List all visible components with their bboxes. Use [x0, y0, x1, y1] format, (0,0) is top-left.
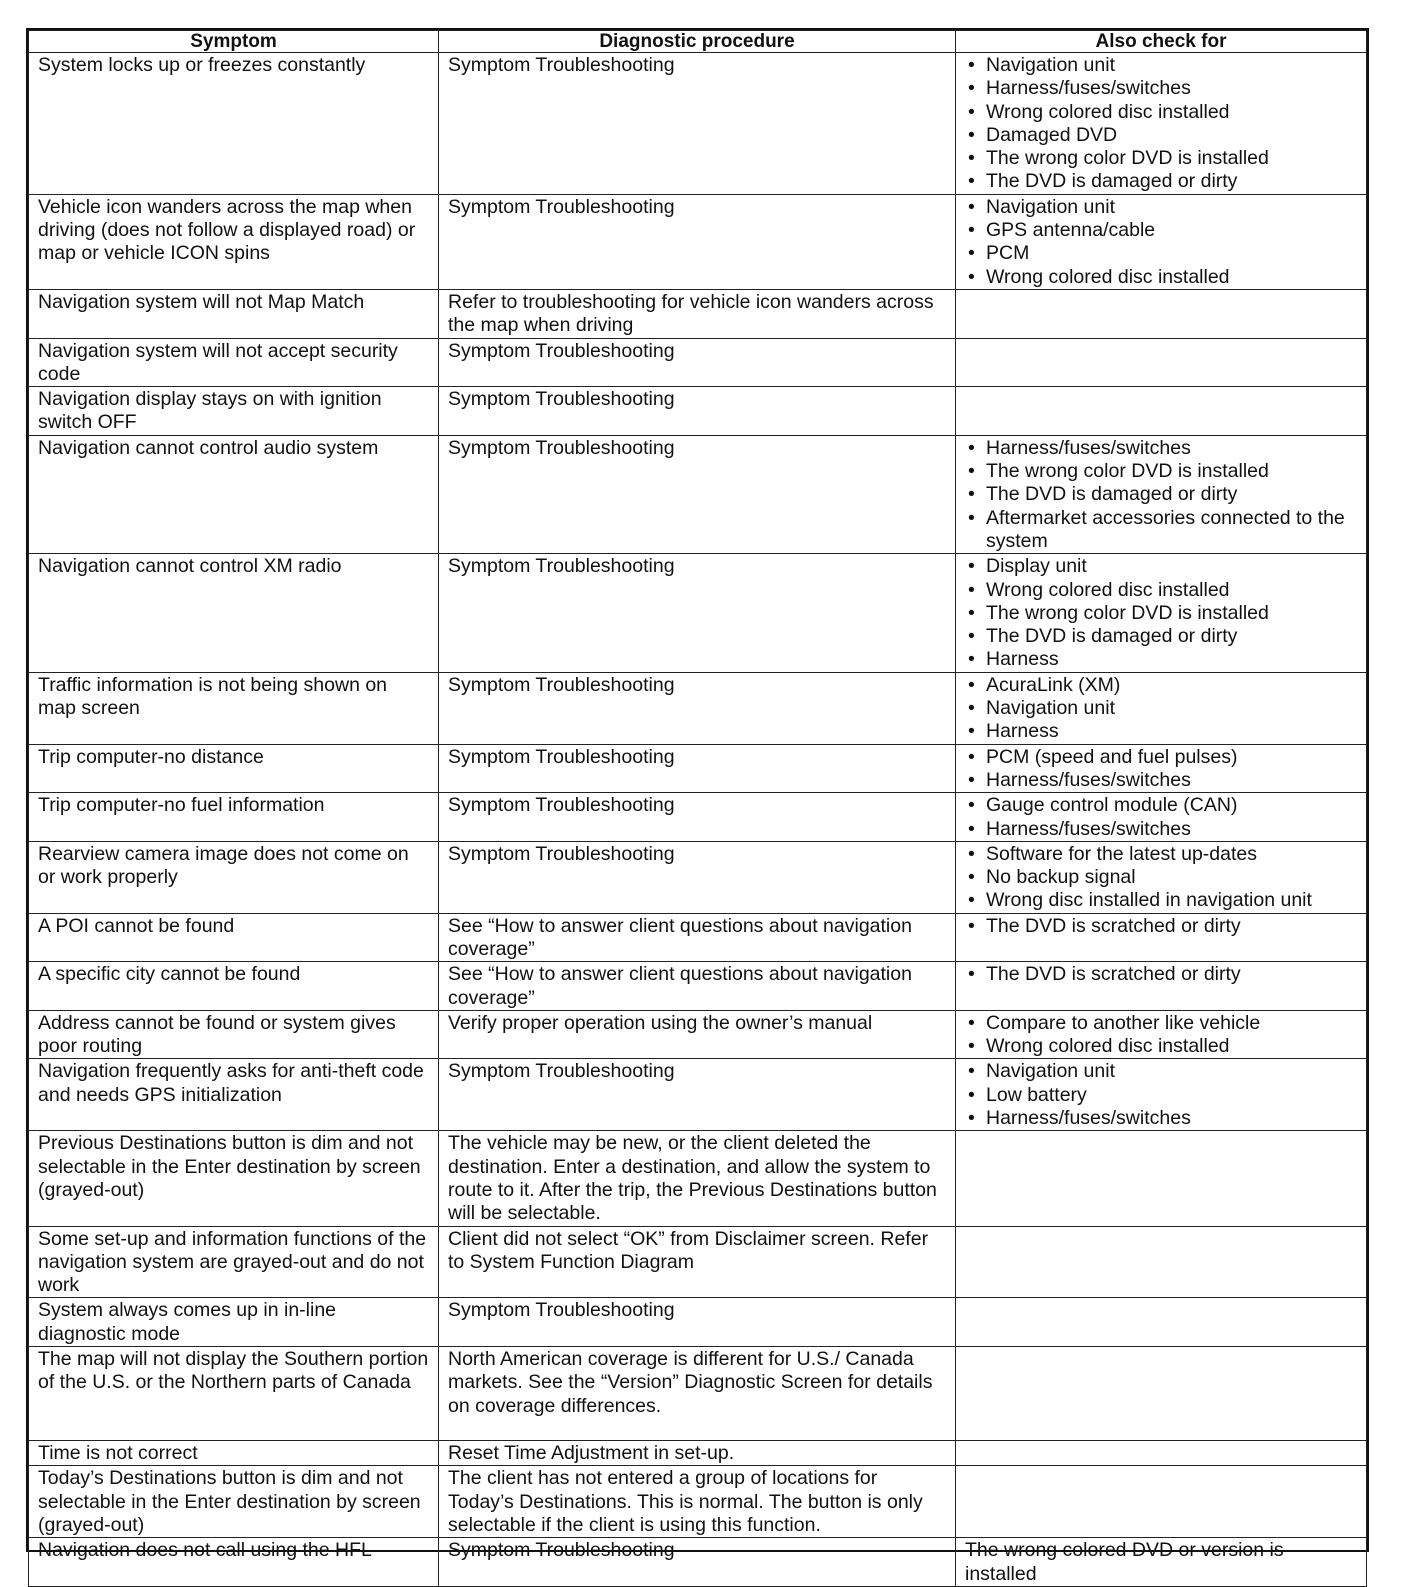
procedure-cell: Symptom Troubleshooting	[439, 435, 956, 553]
procedure-cell: Client did not select “OK” from Disclaimer screen. Refer to System Function Diagram	[439, 1226, 956, 1298]
symptom-cell: Vehicle icon wanders across the map when driving (does not follow a displayed road) or map or vehicle ICON spins	[29, 194, 439, 289]
symptom-cell: Navigation system will not accept security code	[29, 338, 439, 387]
check-list	[965, 746, 1357, 793]
procedure-cell: Symptom Troubleshooting	[439, 841, 956, 913]
table-row	[29, 194, 1367, 289]
table-row	[29, 913, 1367, 962]
also-check-cell	[956, 53, 1367, 195]
symptom-header: Symptom	[29, 31, 439, 53]
check-item: • Wrong disc installed in navigation unit	[965, 889, 1357, 912]
also-check-cell	[956, 841, 1367, 913]
symptom-cell: Trip computer-no distance	[29, 744, 439, 793]
check-item: • The DVD is damaged or dirty	[965, 625, 1357, 648]
check-item: • Harness/fuses/switches	[965, 769, 1357, 792]
table-row	[29, 744, 1367, 793]
check-item: • Wrong colored disc installed	[965, 579, 1357, 602]
procedure-cell: Symptom Troubleshooting	[439, 194, 956, 289]
check-item: • Gauge control module (CAN)	[965, 794, 1357, 817]
also-check-cell	[956, 744, 1367, 793]
table-row	[29, 1226, 1367, 1298]
procedure-cell: Symptom Troubleshooting	[439, 554, 956, 672]
check-list	[965, 54, 1357, 194]
table-row	[29, 1347, 1367, 1441]
also-check-cell	[956, 1298, 1367, 1347]
check-item: • Navigation unit	[965, 697, 1357, 720]
check-item: • Aftermarket accessories connected to the system	[965, 507, 1357, 554]
table-row	[29, 338, 1367, 387]
table-row	[29, 435, 1367, 553]
check-item: • The wrong color DVD is installed	[965, 147, 1357, 170]
also-check-cell	[956, 289, 1367, 338]
also-check-cell	[956, 962, 1367, 1011]
table-row	[29, 962, 1367, 1011]
check-list	[965, 963, 1357, 986]
check-item: • Navigation unit	[965, 54, 1357, 77]
check-list	[965, 1060, 1357, 1130]
check-item: • No backup signal	[965, 866, 1357, 889]
symptom-cell: Some set-up and information functions of the navigation system are grayed-out and do not work	[29, 1226, 439, 1298]
check-list	[965, 1012, 1357, 1059]
check-item: • Compare to another like vehicle	[965, 1012, 1357, 1035]
symptom-cell: System always comes up in in-line diagnostic mode	[29, 1298, 439, 1347]
symptom-cell: Previous Destinations button is dim and not selectable in the Enter destination by screen (grayed-out)	[29, 1131, 439, 1226]
also-check-cell	[956, 793, 1367, 842]
table-body	[29, 53, 1367, 1587]
symptom-cell: Navigation cannot control audio system	[29, 435, 439, 553]
check-item: • Low battery	[965, 1084, 1357, 1107]
procedure-cell: Symptom Troubleshooting	[439, 1298, 956, 1347]
procedure-cell: Symptom Troubleshooting	[439, 1059, 956, 1131]
also-check-cell	[956, 1347, 1367, 1441]
also-check-header: Also check for	[956, 31, 1367, 53]
check-item: • Harness/fuses/switches	[965, 1107, 1357, 1130]
table-row	[29, 841, 1367, 913]
symptom-cell: Time is not correct	[29, 1441, 439, 1466]
also-check-cell	[956, 387, 1367, 436]
symptom-cell: System locks up or freezes constantly	[29, 53, 439, 195]
symptom-cell: Navigation display stays on with ignition switch OFF	[29, 387, 439, 436]
procedure-cell: Symptom Troubleshooting	[439, 744, 956, 793]
procedure-cell: Verify proper operation using the owner’s manual	[439, 1010, 956, 1059]
check-list	[965, 794, 1357, 841]
procedure-cell: Symptom Troubleshooting	[439, 672, 956, 744]
check-item: • The DVD is damaged or dirty	[965, 170, 1357, 193]
symptom-cell: A POI cannot be found	[29, 913, 439, 962]
check-list	[965, 915, 1357, 938]
table-row	[29, 1441, 1367, 1466]
check-item: • PCM (speed and fuel pulses)	[965, 746, 1357, 769]
troubleshooting-table	[28, 30, 1367, 1587]
check-item: • Display unit	[965, 555, 1357, 578]
check-list	[965, 196, 1357, 289]
procedure-cell: Refer to troubleshooting for vehicle icon wanders across the map when driving	[439, 289, 956, 338]
symptom-cell: Rearview camera image does not come on or work properly	[29, 841, 439, 913]
symptom-cell: Address cannot be found or system gives poor routing	[29, 1010, 439, 1059]
also-check-cell	[956, 1010, 1367, 1059]
procedure-cell: The vehicle may be new, or the client deleted the destination. Enter a destination, and allow the system to route to it. After the trip, the Previous Destinations button will be selectable.	[439, 1131, 956, 1226]
check-item: • The wrong color DVD is installed	[965, 460, 1357, 483]
troubleshooting-table-frame	[26, 28, 1369, 1585]
also-check-cell	[956, 1538, 1367, 1587]
check-item: • Harness/fuses/switches	[965, 818, 1357, 841]
also-check-cell	[956, 1131, 1367, 1226]
symptom-cell: Today’s Destinations button is dim and not selectable in the Enter destination by screen (grayed-out)	[29, 1466, 439, 1538]
symptom-cell: Traffic information is not being shown on map screen	[29, 672, 439, 744]
symptom-cell: Navigation frequently asks for anti-theft code and needs GPS initialization	[29, 1059, 439, 1131]
table-row	[29, 1059, 1367, 1131]
check-list	[965, 437, 1357, 553]
procedure-cell: Symptom Troubleshooting	[439, 338, 956, 387]
check-item: • Damaged DVD	[965, 124, 1357, 147]
check-item: • The DVD is scratched or dirty	[965, 915, 1357, 938]
also-check-cell	[956, 672, 1367, 744]
table-row	[29, 1538, 1367, 1587]
symptom-cell: A specific city cannot be found	[29, 962, 439, 1011]
procedure-header: Diagnostic procedure	[439, 31, 956, 53]
procedure-cell: Symptom Troubleshooting	[439, 793, 956, 842]
check-list	[965, 555, 1357, 671]
table-row	[29, 1131, 1367, 1226]
table-row	[29, 387, 1367, 436]
procedure-cell: The client has not entered a group of locations for Today’s Destinations. This is normal. The button is only selectable if the client is using this function.	[439, 1466, 956, 1538]
check-item: • Harness/fuses/switches	[965, 77, 1357, 100]
check-item: • Harness	[965, 720, 1357, 743]
procedure-cell: Symptom Troubleshooting	[439, 1538, 956, 1587]
symptom-cell: Navigation does not call using the HFL	[29, 1538, 439, 1587]
also-check-cell	[956, 194, 1367, 289]
check-item: • Software for the latest up-dates	[965, 843, 1357, 866]
procedure-cell: North American coverage is different for U.S./ Canada markets. See the “Version” Diagnostic Screen for details on coverage differences.	[439, 1347, 956, 1441]
also-check-cell	[956, 554, 1367, 672]
table-row	[29, 672, 1367, 744]
table-row	[29, 1298, 1367, 1347]
check-item: • Wrong colored disc installed	[965, 101, 1357, 124]
check-item: • The wrong color DVD is installed	[965, 602, 1357, 625]
also-check-cell	[956, 435, 1367, 553]
table-row	[29, 1010, 1367, 1059]
also-check-cell	[956, 338, 1367, 387]
check-item: • Wrong colored disc installed	[965, 1035, 1357, 1058]
procedure-cell: See “How to answer client questions about navigation coverage”	[439, 962, 956, 1011]
check-item: • The DVD is damaged or dirty	[965, 483, 1357, 506]
check-item: • The DVD is scratched or dirty	[965, 963, 1357, 986]
symptom-cell: Navigation cannot control XM radio	[29, 554, 439, 672]
symptom-cell: The map will not display the Southern portion of the U.S. or the Northern parts of Canada	[29, 1347, 439, 1441]
symptom-cell: Trip computer-no fuel information	[29, 793, 439, 842]
table-row	[29, 793, 1367, 842]
procedure-cell: See “How to answer client questions about navigation coverage”	[439, 913, 956, 962]
procedure-cell: Symptom Troubleshooting	[439, 53, 956, 195]
check-item: • AcuraLink (XM)	[965, 674, 1357, 697]
also-check-cell	[956, 1059, 1367, 1131]
symptom-cell: Navigation system will not Map Match	[29, 289, 439, 338]
check-item: • GPS antenna/cable	[965, 219, 1357, 242]
also-check-cell	[956, 1226, 1367, 1298]
check-item: • Harness/fuses/switches	[965, 437, 1357, 460]
table-row	[29, 289, 1367, 338]
also-check-cell	[956, 1466, 1367, 1538]
check-item: • Navigation unit	[965, 1060, 1357, 1083]
procedure-cell: Reset Time Adjustment in set-up.	[439, 1441, 956, 1466]
table-row	[29, 53, 1367, 195]
check-text: The wrong colored DVD or version is installed	[965, 1539, 1284, 1585]
also-check-cell	[956, 913, 1367, 962]
table-row	[29, 554, 1367, 672]
check-list	[965, 674, 1357, 744]
header-row	[29, 31, 1367, 53]
check-item: • Harness	[965, 648, 1357, 671]
procedure-cell: Symptom Troubleshooting	[439, 387, 956, 436]
check-item: • PCM	[965, 242, 1357, 265]
check-item: • Wrong colored disc installed	[965, 266, 1357, 289]
check-item: • Navigation unit	[965, 196, 1357, 219]
check-list	[965, 843, 1357, 913]
table-row	[29, 1466, 1367, 1538]
also-check-cell	[956, 1441, 1367, 1466]
